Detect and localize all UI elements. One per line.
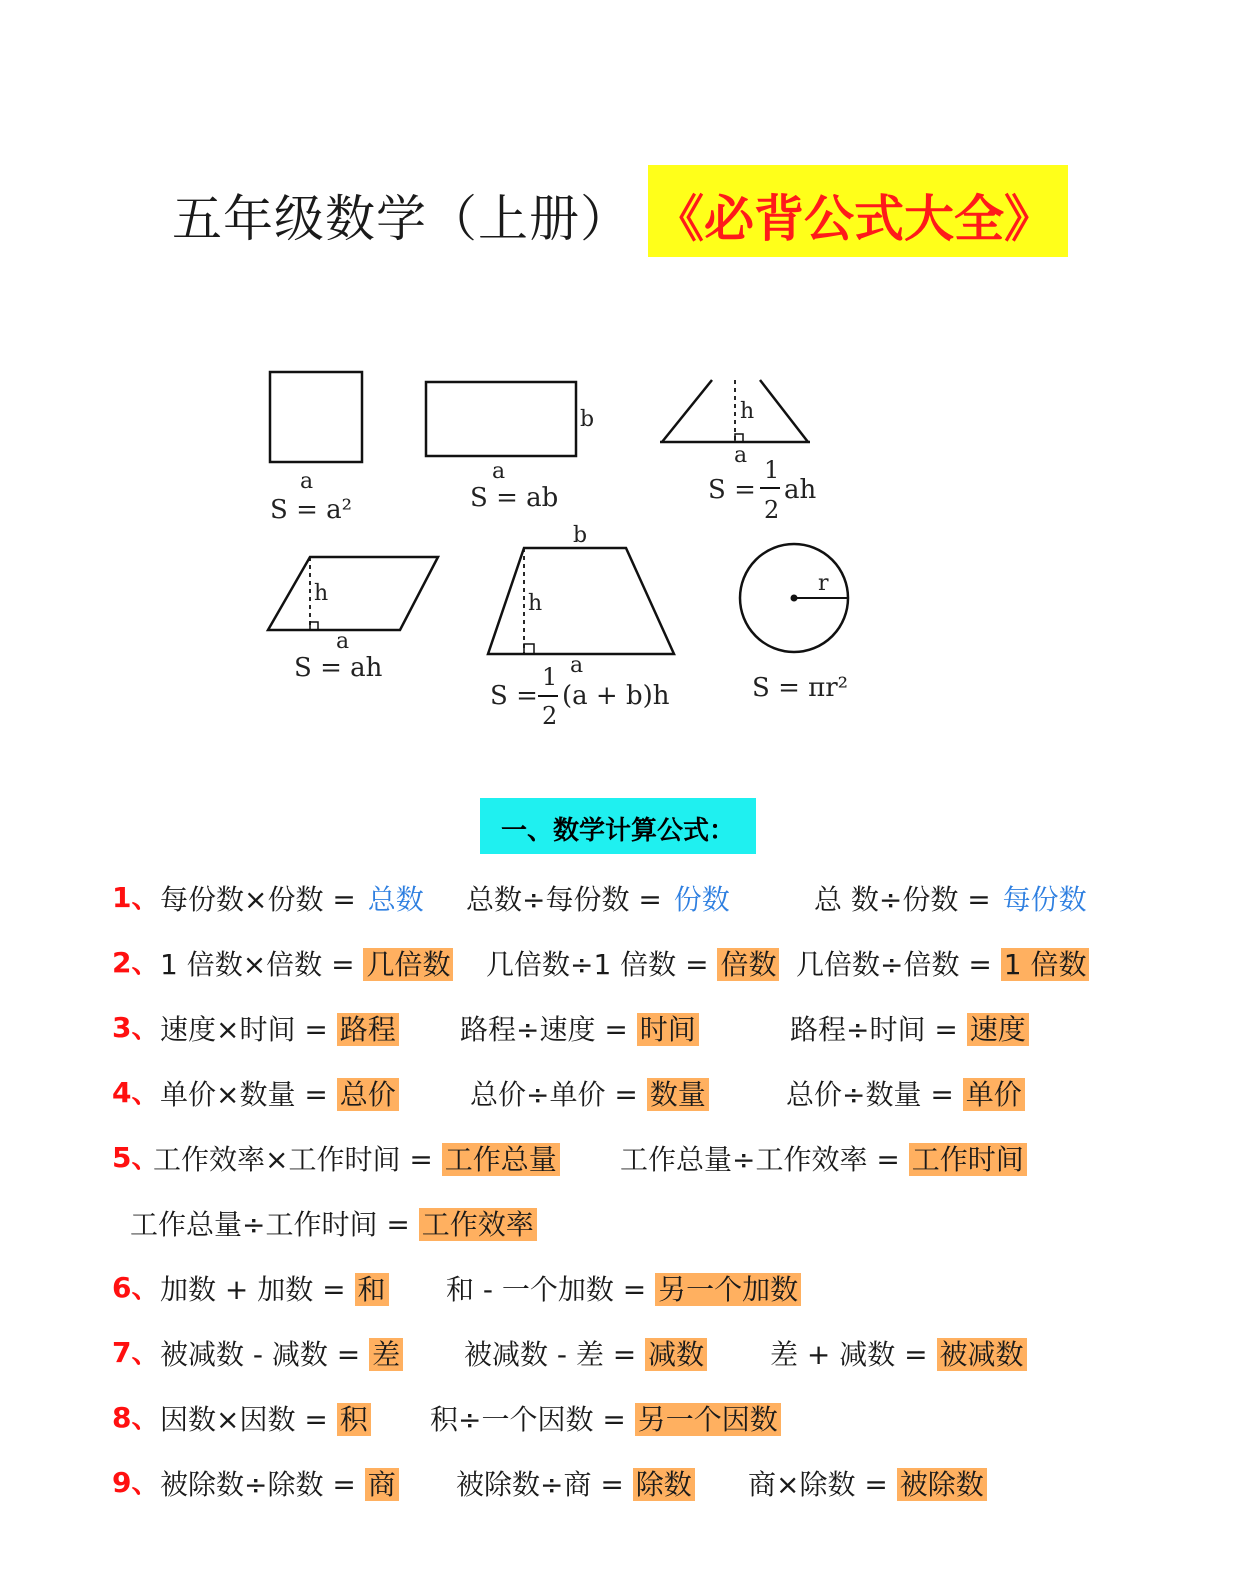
parallelogram-base-label: a xyxy=(336,629,350,654)
formula-1 xyxy=(160,1463,399,1503)
formula-1 xyxy=(160,1268,389,1308)
trapezoid-formula-left: S = xyxy=(490,681,538,711)
triangle-base-label: a xyxy=(734,443,748,468)
formula-3 xyxy=(770,1333,1027,1373)
row-number: 8、 xyxy=(112,1401,160,1434)
formula-1 xyxy=(160,1333,403,1373)
formula-row-6 xyxy=(0,1260,1241,1310)
formula-answer: 1 倍数 xyxy=(1001,948,1090,981)
formula-1 xyxy=(160,943,453,983)
row-number: 2、 xyxy=(112,946,160,979)
formula-answer: 倍数 xyxy=(717,948,779,981)
parallelogram-formula: S = ah xyxy=(294,653,383,683)
formula-3 xyxy=(790,1008,1029,1048)
rectangle-formula: S = ab xyxy=(470,483,559,513)
section-heading-text: 一、数学计算公式： xyxy=(500,816,735,846)
formula-2 xyxy=(446,1268,801,1308)
formula-answer: 商 xyxy=(365,1468,399,1501)
section-heading xyxy=(480,798,756,854)
formula-row-5-continued xyxy=(0,1195,1241,1245)
formula-answer: 被除数 xyxy=(897,1468,987,1501)
formula-row-2 xyxy=(0,935,1241,985)
square-formula: S = a² xyxy=(270,495,353,525)
row-number: 6、 xyxy=(112,1271,160,1304)
trapezoid-denominator: 2 xyxy=(542,702,558,730)
formula-expression: 和 - 一个加数 = xyxy=(446,1273,656,1306)
title-highlight-box xyxy=(648,165,1068,257)
square-side-label: a xyxy=(300,469,314,494)
formula-answer: 另一个因数 xyxy=(635,1403,781,1436)
formula-expression: 单价×数量 = xyxy=(160,1078,337,1111)
title-highlight-text: 《必背公式大全》 xyxy=(654,190,1054,248)
circle-radius-label: r xyxy=(818,571,829,596)
formula-2 xyxy=(620,1138,1027,1178)
triangle-numerator: 1 xyxy=(764,456,780,484)
formula-expression: 被减数 - 差 = xyxy=(464,1338,646,1371)
formula-expression: 几倍数÷1 倍数 = xyxy=(486,948,718,981)
formula-answer: 另一个加数 xyxy=(655,1273,801,1306)
formula-answer: 除数 xyxy=(633,1468,695,1501)
formula-answer: 工作效率 xyxy=(419,1208,537,1241)
formula-2 xyxy=(466,878,733,918)
formula-expression: 积÷一个因数 = xyxy=(430,1403,635,1436)
page-title: 五年级数学（上册） xyxy=(172,190,631,248)
formula-answer: 工作总量 xyxy=(442,1143,560,1176)
row-number: 4、 xyxy=(112,1076,160,1109)
formula-answer: 减数 xyxy=(645,1338,707,1371)
formula-row-7 xyxy=(0,1325,1241,1375)
formula-answer: 单价 xyxy=(963,1078,1025,1111)
formula-expression: 总 数÷份数 = xyxy=(814,883,1000,916)
formula-expression: 路程÷速度 = xyxy=(460,1013,637,1046)
formula-expression: 工作效率×工作时间 = xyxy=(153,1143,442,1176)
formula-answer: 和 xyxy=(355,1273,389,1306)
formula-row-1 xyxy=(0,870,1241,920)
row-number: 1、 xyxy=(112,881,160,914)
formula-1 xyxy=(160,1073,399,1113)
geometry-figures xyxy=(0,340,1241,740)
square-figure xyxy=(270,372,362,525)
trapezoid-top-label: b xyxy=(573,523,588,548)
formula-expression: 因数×因数 = xyxy=(160,1403,337,1436)
row-number: 7、 xyxy=(112,1336,160,1369)
formula-3 xyxy=(786,1073,1025,1113)
formula-2 xyxy=(460,1008,699,1048)
formula-expression: 加数 + 加数 = xyxy=(160,1273,355,1306)
formula-3 xyxy=(814,878,1090,918)
formula-row-5 xyxy=(0,1130,1241,1180)
title-area xyxy=(0,165,1241,257)
triangle-figure xyxy=(660,380,817,524)
row-number: 5、 xyxy=(112,1141,160,1174)
formula-expression: 几倍数÷倍数 = xyxy=(796,948,1001,981)
formula-2 xyxy=(470,1073,709,1113)
trapezoid-height-label: h xyxy=(528,591,543,616)
formula-expression: 速度×时间 = xyxy=(160,1013,337,1046)
trapezoid-base-label: a xyxy=(570,653,584,678)
formula-1 xyxy=(160,1398,371,1438)
formula-expression: 1 倍数×倍数 = xyxy=(160,948,364,981)
formula-expression: 总价÷数量 = xyxy=(786,1078,963,1111)
formula-answer: 时间 xyxy=(637,1013,699,1046)
formula-expression: 总数÷每份数 = xyxy=(466,883,671,916)
formula-answer: 积 xyxy=(337,1403,371,1436)
row-number: 9、 xyxy=(112,1466,160,1499)
rectangle-figure xyxy=(426,382,594,513)
triangle-formula-left: S = xyxy=(708,475,756,505)
formula-3 xyxy=(796,943,1089,983)
formula-row-9 xyxy=(0,1455,1241,1505)
formula-answer: 几倍数 xyxy=(363,948,453,981)
formula-row-8 xyxy=(0,1390,1241,1440)
formula-answer: 每份数 xyxy=(1002,883,1087,916)
formula-answer: 工作时间 xyxy=(909,1143,1027,1176)
rectangle-side-a-label: a xyxy=(492,459,506,484)
formula-expression: 商×除数 = xyxy=(748,1468,897,1501)
formula-answer: 速度 xyxy=(967,1013,1029,1046)
trapezoid-figure xyxy=(488,523,674,730)
formula-1 xyxy=(130,1203,537,1243)
formula-2 xyxy=(456,1463,695,1503)
formula-1 xyxy=(160,878,427,918)
parallelogram-figure xyxy=(268,557,438,683)
triangle-formula-right: ah xyxy=(784,475,817,505)
formula-2 xyxy=(464,1333,707,1373)
formula-expression: 被减数 - 减数 = xyxy=(160,1338,370,1371)
row-number: 3、 xyxy=(112,1011,160,1044)
formula-expression: 工作总量÷工作时间 = xyxy=(130,1208,419,1241)
formula-1 xyxy=(153,1138,560,1178)
formula-answer: 总数 xyxy=(367,883,424,916)
circle-figure xyxy=(740,544,848,703)
formula-answer: 数量 xyxy=(647,1078,709,1111)
formula-row-4 xyxy=(0,1065,1241,1115)
rectangle-side-b-label: b xyxy=(580,407,595,432)
formula-row-3 xyxy=(0,1000,1241,1050)
trapezoid-numerator: 1 xyxy=(542,663,558,691)
formula-answer: 份数 xyxy=(673,883,730,916)
formula-answer: 被减数 xyxy=(937,1338,1027,1371)
formula-expression: 差 + 减数 = xyxy=(770,1338,937,1371)
formula-2 xyxy=(430,1398,781,1438)
triangle-height-label: h xyxy=(740,399,755,424)
formula-3 xyxy=(748,1463,987,1503)
formula-answer: 差 xyxy=(369,1338,403,1371)
formula-expression: 被除数÷商 = xyxy=(456,1468,633,1501)
formula-expression: 工作总量÷工作效率 = xyxy=(620,1143,909,1176)
trapezoid-formula-right: (a + b)h xyxy=(562,681,670,711)
formula-2 xyxy=(486,943,779,983)
formula-answer: 路程 xyxy=(337,1013,399,1046)
parallelogram-height-label: h xyxy=(314,581,329,606)
formula-expression: 每份数×份数 = xyxy=(160,883,365,916)
formula-1 xyxy=(160,1008,399,1048)
formula-expression: 路程÷时间 = xyxy=(790,1013,967,1046)
circle-formula: S = πr² xyxy=(752,673,849,703)
formula-answer: 总价 xyxy=(337,1078,399,1111)
triangle-denominator: 2 xyxy=(764,496,780,524)
formula-expression: 总价÷单价 = xyxy=(470,1078,647,1111)
formula-expression: 被除数÷除数 = xyxy=(160,1468,365,1501)
